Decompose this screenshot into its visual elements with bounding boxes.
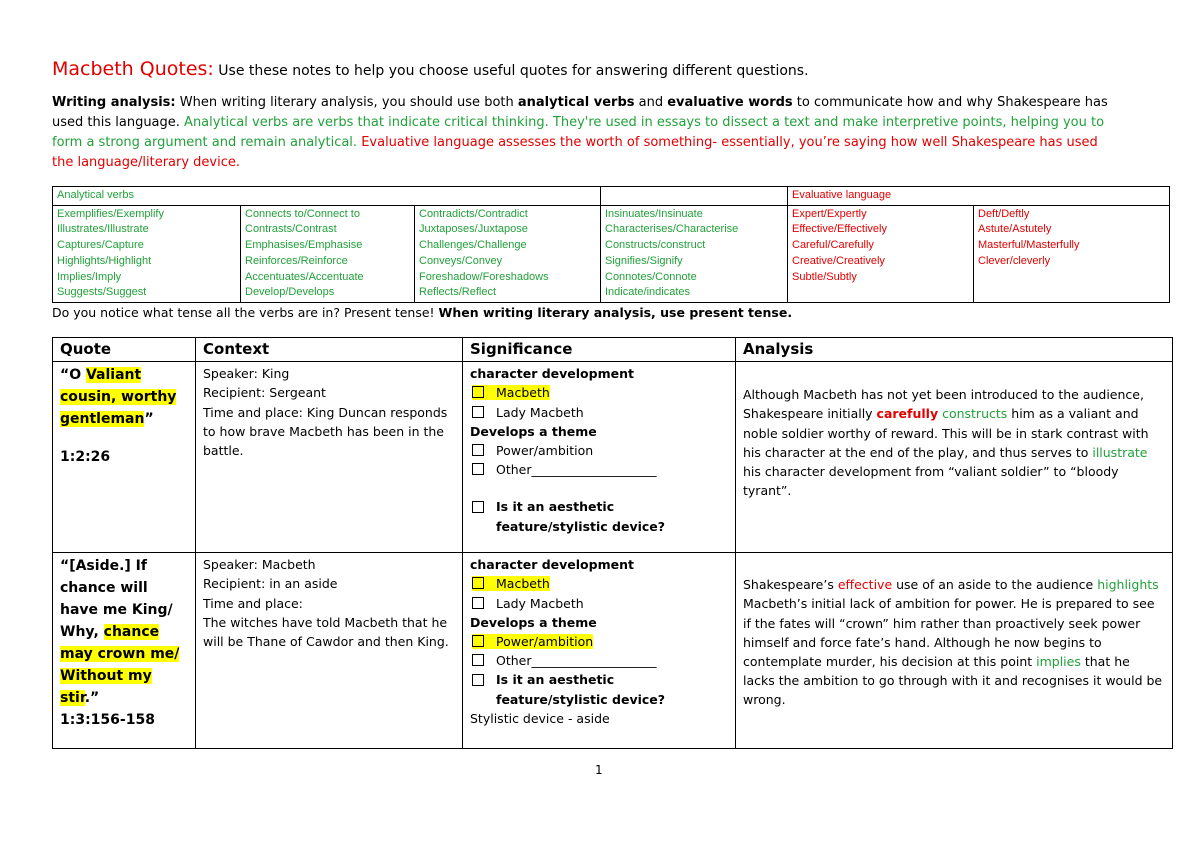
checkbox-icon[interactable] <box>472 654 484 666</box>
speaker-label: Speaker: <box>203 557 258 573</box>
checkbox-option[interactable] <box>470 651 728 670</box>
analysis-cell <box>736 362 1173 553</box>
verb-item: Suggests/Suggest <box>57 286 147 299</box>
recipient-label: Recipient: <box>203 576 266 592</box>
analysis-part: him as a valiant and noble soldier worthy of reward. This will be in stark contrast with his character at the end of the play, and thus serves to <box>743 406 1149 460</box>
page-number: 1 <box>595 763 603 777</box>
verb-item: Clever/cleverly <box>978 254 1051 267</box>
time-value: King Duncan responds to how brave Macbeth has been in the battle. <box>203 404 448 459</box>
verb-item: Contrasts/Contrast <box>245 223 337 236</box>
analysis-part: that he lacks the ambition to go through with it and recognises it would be wrong. <box>743 654 1163 708</box>
quotes-table <box>52 337 1173 749</box>
quotes-header-row <box>53 338 1173 362</box>
recipient-value: in an aside <box>265 576 338 592</box>
header-quote: Quote <box>53 338 196 362</box>
quote-cell <box>53 553 196 749</box>
significance-heading: character development <box>470 557 634 573</box>
page-title <box>52 58 809 80</box>
checkbox-option[interactable] <box>470 441 728 460</box>
checkbox-icon[interactable] <box>472 501 484 513</box>
checkbox-option[interactable] <box>470 497 728 535</box>
intro-text: and <box>634 95 668 110</box>
option-label: Is it an aesthetic feature/stylistic device? <box>496 672 666 707</box>
analysis-part: Although Macbeth has not yet been introduced to the audience, Shakespeare initially <box>743 387 1144 422</box>
intro-paragraph <box>52 93 1112 173</box>
evaluative-word: effective <box>837 577 893 593</box>
quote-text <box>60 364 188 430</box>
analytical-verb: implies <box>1036 654 1081 670</box>
analytical-column <box>601 205 788 302</box>
time-label: Time and place: <box>203 404 303 420</box>
theme-heading: Develops a theme <box>470 423 597 439</box>
quote-part: “O <box>60 367 86 384</box>
intro-green-text: Analytical verbs are verbs that indicate critical thinking. They're used in essays to dissect a text and make interpretive points, helping you to form a strong argument and remain analytical. <box>52 115 1105 150</box>
option-label: Power/ambition <box>496 634 594 650</box>
time-value: The witches have told Macbeth that he will be Thane of Cawdor and then King. <box>203 614 449 650</box>
verb-item: Illustrates/Illustrate <box>57 223 149 236</box>
context-cell <box>196 553 463 749</box>
header-significance: Significance <box>463 338 736 362</box>
verb-item: Careful/Carefully <box>792 239 874 252</box>
verb-item: Subtle/Subtly <box>792 270 857 283</box>
evaluative-column <box>788 205 974 302</box>
time-line <box>203 403 455 461</box>
verb-item: Challenges/Challenge <box>419 239 527 252</box>
significance-cell <box>463 553 736 749</box>
analytical-column <box>415 205 601 302</box>
speaker-line <box>203 364 455 383</box>
option-label: Other____________________ <box>496 462 657 478</box>
speaker-value: Macbeth <box>257 557 316 573</box>
verbs-header-row <box>53 187 1170 206</box>
table-row <box>53 362 1173 553</box>
speaker-line <box>203 555 455 574</box>
verbs-body-row <box>53 205 1170 302</box>
empty-header-cell <box>601 187 788 206</box>
verb-item: Highlights/Highlight <box>57 254 152 267</box>
option-label: Power/ambition <box>496 443 594 459</box>
analytical-verb: illustrate <box>1092 444 1148 460</box>
quote-highlight: Without my stir <box>60 668 152 707</box>
analytical-verb: highlights <box>1097 577 1159 593</box>
option-label: Lady Macbeth <box>496 595 584 611</box>
verb-item: Exemplifies/Exemplify <box>57 207 164 220</box>
checkbox-icon[interactable] <box>472 674 484 686</box>
verb-item: Effective/Effectively <box>792 223 887 236</box>
recipient-line <box>203 574 455 593</box>
recipient-label: Recipient: <box>203 385 266 401</box>
checkbox-option[interactable] <box>470 594 728 613</box>
table-row <box>53 553 1173 749</box>
analysis-part: Shakespeare’s <box>743 577 838 593</box>
verb-item: Contradicts/Contradict <box>419 207 528 220</box>
analysis-part: his character development from “valiant soldier” to “bloody tyrant”. <box>743 464 1119 499</box>
header-analysis: Analysis <box>736 338 1173 362</box>
header-context: Context <box>196 338 463 362</box>
analysis-part: use of an aside to the audience <box>892 577 1098 593</box>
checkbox-option[interactable] <box>470 632 728 651</box>
verb-item: Conveys/Convey <box>419 254 503 267</box>
title-subtitle: Use these notes to help you choose useful quotes for answering different questions. <box>218 63 809 79</box>
quote-part: .” <box>84 690 100 707</box>
tense-note-text: Do you notice what tense all the verbs are in? Present tense! <box>52 305 439 320</box>
title-heading: Macbeth Quotes: <box>52 58 214 80</box>
checkbox-option[interactable] <box>470 403 728 422</box>
verb-item: Indicate/indicates <box>605 286 690 299</box>
checkbox-icon[interactable] <box>472 444 484 456</box>
verb-item: Expert/Expertly <box>792 207 867 220</box>
quote-part: “[Aside.] If chance will have me King/ Why, <box>60 558 173 641</box>
verb-item: Astute/Astutely <box>978 223 1052 236</box>
option-label: Lady Macbeth <box>496 404 584 420</box>
evaluative-column <box>974 205 1170 302</box>
option-label: Macbeth <box>496 576 550 592</box>
quote-cell <box>53 362 196 553</box>
context-cell <box>196 362 463 553</box>
verb-item: Reflects/Reflect <box>419 286 497 299</box>
analytical-verb: constructs <box>942 406 1008 422</box>
checkbox-option[interactable] <box>470 574 728 593</box>
verb-item: Deft/Deftly <box>978 207 1030 220</box>
analysis-part: Macbeth’s initial lack of ambition for power. He is prepared to see if the fates will “crown” him rather than proactively seek power himself and force fate’s hand. Although he now begins to contemplate murder, his decision at this point <box>743 596 1155 670</box>
analysis-cell <box>736 553 1173 749</box>
intro-bold: evaluative words <box>667 95 793 110</box>
quote-reference: 1:2:26 <box>60 449 111 466</box>
checkbox-option[interactable] <box>470 460 728 479</box>
time-line: Time and place: <box>203 595 303 611</box>
verb-item: Connects to/Connect to <box>245 207 360 220</box>
verb-item: Connotes/Connote <box>605 270 697 283</box>
verb-item: Implies/Imply <box>57 270 122 283</box>
speaker-label: Speaker: <box>203 366 258 382</box>
checkbox-option[interactable] <box>470 670 728 708</box>
analytical-column <box>241 205 415 302</box>
verb-item: Develop/Develops <box>245 286 335 299</box>
verb-item: Constructs/construct <box>605 239 706 252</box>
quote-highlight: cousin, worthy gentleman <box>60 389 177 428</box>
verb-item: Captures/Capture <box>57 239 144 252</box>
recipient-value: Sergeant <box>265 385 326 401</box>
option-label: Other____________________ <box>496 653 657 669</box>
checkbox-icon[interactable] <box>472 635 484 647</box>
checkbox-icon[interactable] <box>472 406 484 418</box>
option-label: Is it an aesthetic feature/stylistic device? <box>496 499 666 534</box>
verb-item: Foreshadow/Foreshadows <box>419 270 549 283</box>
checkbox-option[interactable] <box>470 383 728 402</box>
quote-highlight: chance may crown me/ <box>60 624 180 663</box>
quote-part: ” <box>144 411 154 428</box>
tense-note-bold: When writing literary analysis, use present tense. <box>438 305 793 320</box>
stylistic-note: Stylistic device - aside <box>470 710 610 726</box>
verb-item: Accentuates/Accentuate <box>245 270 364 283</box>
significance-heading: character development <box>470 366 634 382</box>
verb-item: Signifies/Signify <box>605 254 683 267</box>
verb-item: Insinuates/Insinuate <box>605 207 703 220</box>
intro-label: Writing analysis: <box>52 95 176 110</box>
verb-item: Characterises/Characterise <box>605 223 739 236</box>
recipient-line <box>203 383 455 402</box>
verbs-table <box>52 186 1170 303</box>
speaker-value: King <box>257 366 290 382</box>
quote-reference: 1:3:156-158 <box>60 712 155 729</box>
intro-text: to communicate how and why Shakespeare has used this language. <box>52 95 1108 130</box>
verb-item: Reinforces/Reinforce <box>245 254 348 267</box>
evaluative-header: Evaluative language <box>788 187 1170 206</box>
intro-text: When writing literary analysis, you should use both <box>175 95 518 110</box>
checkbox-icon[interactable] <box>472 577 484 589</box>
verb-item: Emphasises/Emphasise <box>245 239 363 252</box>
quote-highlight: Valiant <box>85 367 142 384</box>
verb-item: Juxtaposes/Juxtapose <box>419 223 528 236</box>
checkbox-icon[interactable] <box>472 597 484 609</box>
intro-red-text: Evaluative language assesses the worth of something- essentially, you’re saying how well Shakespeare has used the language/literary device. <box>52 135 1098 170</box>
checkbox-icon[interactable] <box>472 386 484 398</box>
analysis-text <box>743 575 1165 709</box>
intro-bold: analytical verbs <box>517 95 635 110</box>
verb-item: Creative/Creatively <box>792 254 885 267</box>
analysis-text <box>743 385 1165 500</box>
checkbox-icon[interactable] <box>472 463 484 475</box>
tense-note <box>52 305 792 320</box>
option-label: Macbeth <box>496 385 550 401</box>
verb-item: Masterful/Masterfully <box>978 239 1080 252</box>
analytical-header: Analytical verbs <box>53 187 601 206</box>
evaluative-word: carefully <box>876 406 939 422</box>
analytical-column <box>53 205 241 302</box>
quote-text <box>60 555 188 709</box>
theme-heading: Develops a theme <box>470 614 597 630</box>
significance-cell <box>463 362 736 553</box>
